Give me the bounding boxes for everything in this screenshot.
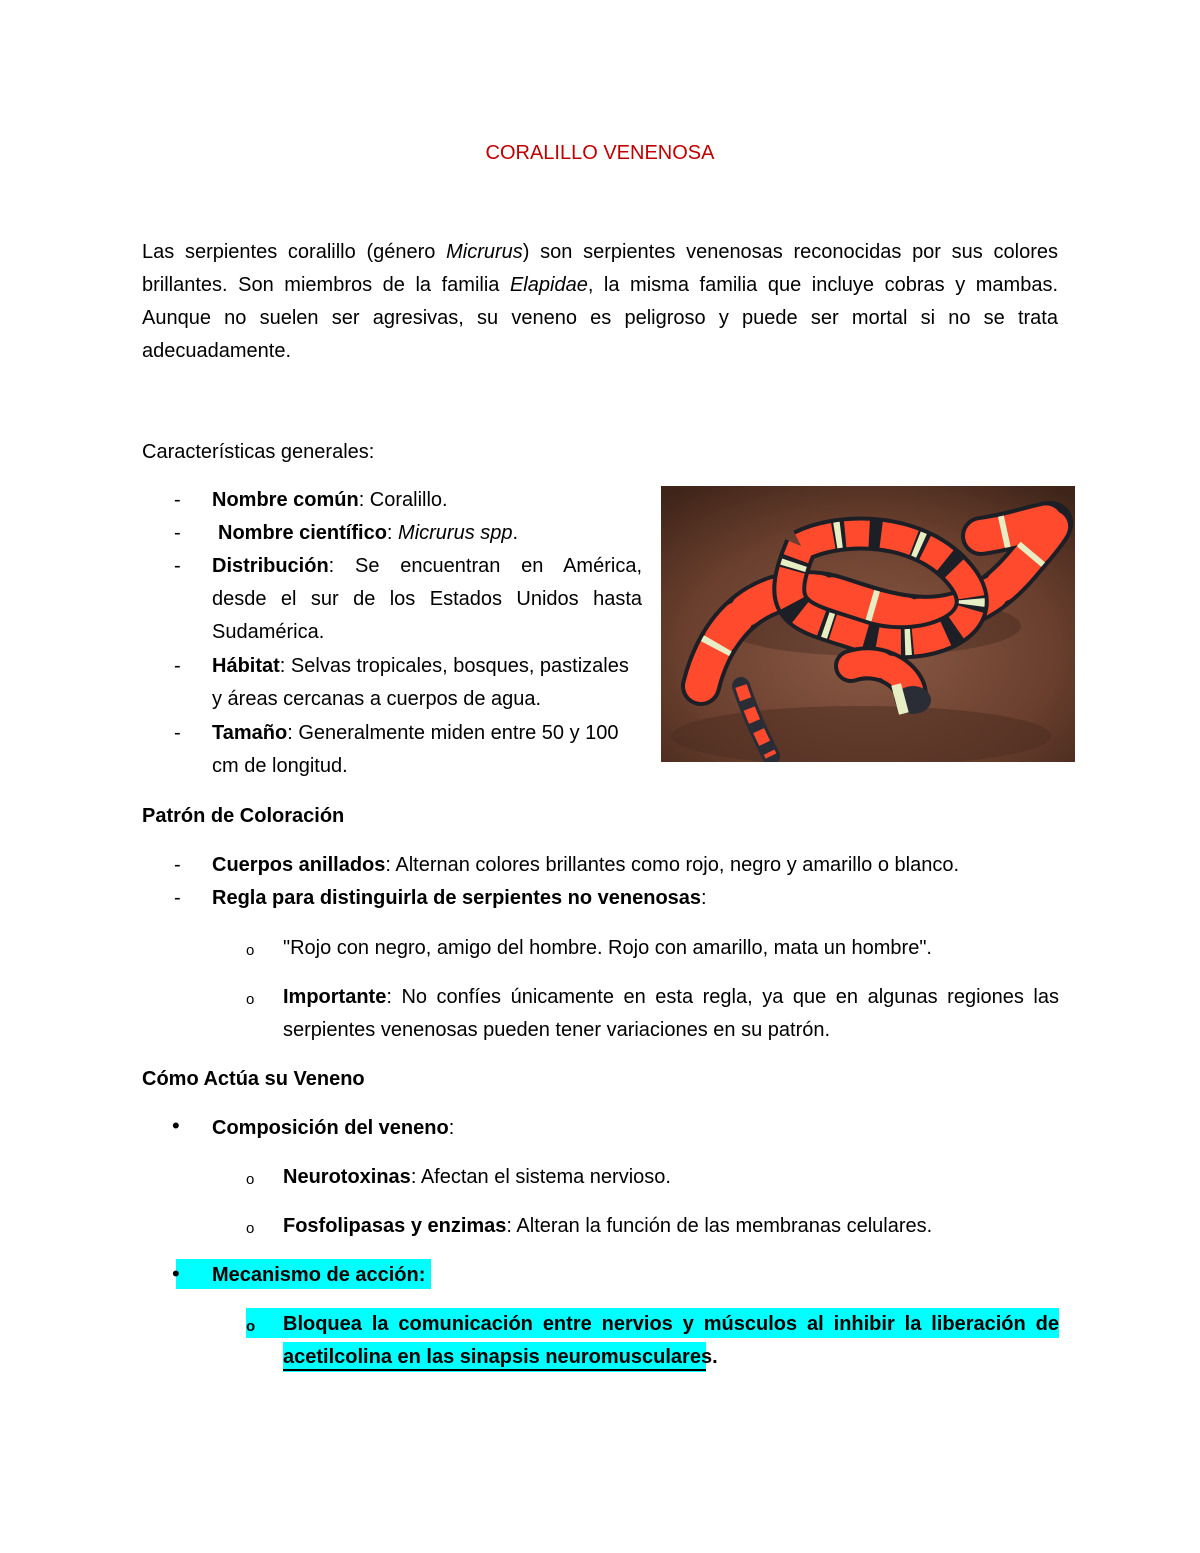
list-item-tamano: Tamaño: Generalmente miden entre 50 y 100 cm de longitud.	[212, 722, 619, 777]
list-item-mecanismo: Mecanismo de acción:	[212, 1264, 426, 1286]
sub-item-neurotoxinas: Neurotoxinas: Afectan el sistema nervioso.	[283, 1166, 671, 1188]
sub-item-rima: "Rojo con negro, amigo del hombre. Rojo con amarillo, mata un hombre".	[283, 937, 932, 959]
dot-bullet: •	[172, 1113, 180, 1138]
coral-snake-photo	[661, 486, 1075, 762]
intro-line-2: brillantes. Son miembros de la familia Elapidae, la misma familia que incluye cobras y mambas.	[142, 274, 1059, 296]
underline	[283, 1369, 706, 1371]
list-bullet: -	[174, 722, 181, 744]
caracteristicas-heading: Características generales:	[142, 441, 375, 463]
list-item-habitat: Hábitat: Selvas tropicales, bosques, pastizales y áreas cercanas a cuerpos de agua.	[212, 655, 629, 710]
sub-item-fosfolipasas: Fosfolipasas y enzimas: Alteran la función de las membranas celulares.	[283, 1215, 933, 1237]
sub-item-importante: Importante: No confíes únicamente en esta regla, ya que en algunas regiones las serpientes venenosas pueden tener variaciones en su patrón.	[283, 986, 1059, 1041]
list-item-regla: Regla para distinguirla de serpientes no venenosas:	[212, 887, 707, 909]
document-title: CORALILLO VENENOSA	[485, 142, 715, 164]
intro-line-1: Las serpientes coralillo (género Micrurus) son serpientes venenosas reconocidas por sus colores	[142, 241, 1058, 263]
veneno-heading: Cómo Actúa su Veneno	[142, 1068, 365, 1090]
sub-bullet: o	[246, 942, 255, 959]
list-bullet: -	[174, 887, 181, 909]
sub-bullet: o	[246, 1220, 255, 1237]
list-bullet: -	[174, 854, 181, 876]
list-item-nombre-cientifico: Nombre científico: Micrurus spp.	[218, 522, 519, 544]
sub-item-bloquea: Bloquea la comunicación entre nervios y músculos al inhibir la liberación de acetilcolina en las sinapsis neuromusculares.	[283, 1308, 1059, 1374]
coral-snake-illustration	[661, 486, 1075, 762]
genus-name: Micrurus	[446, 241, 523, 263]
sub-bullet: o	[246, 991, 255, 1008]
list-bullet: -	[174, 555, 181, 577]
list-bullet: -	[174, 655, 181, 677]
intro-paragraph	[142, 236, 1058, 368]
sub-bullet: o	[246, 1171, 255, 1188]
intro-line-4: adecuadamente.	[142, 340, 292, 362]
list-item-nombre-comun: Nombre común: Coralillo.	[212, 489, 448, 511]
list-item-composicion: Composición del veneno:	[212, 1117, 455, 1139]
patron-heading: Patrón de Coloración	[142, 805, 345, 827]
sub-bullet: o	[246, 1318, 256, 1335]
list-bullet: -	[174, 489, 181, 511]
family-name: Elapidae	[509, 274, 588, 296]
intro-line-3: Aunque no suelen ser agresivas, su veneno es peligroso y puede ser mortal si no se trata	[142, 307, 1058, 329]
list-bullet: -	[174, 522, 181, 544]
dot-bullet: •	[172, 1261, 180, 1286]
list-item-cuerpos-anillados: Cuerpos anillados: Alternan colores brillantes como rojo, negro y amarillo o blanco.	[212, 854, 959, 876]
list-item-distribucion: Distribución: Se encuentran en América, desde el sur de los Estados Unidos hasta Sudamérica.	[212, 555, 642, 643]
